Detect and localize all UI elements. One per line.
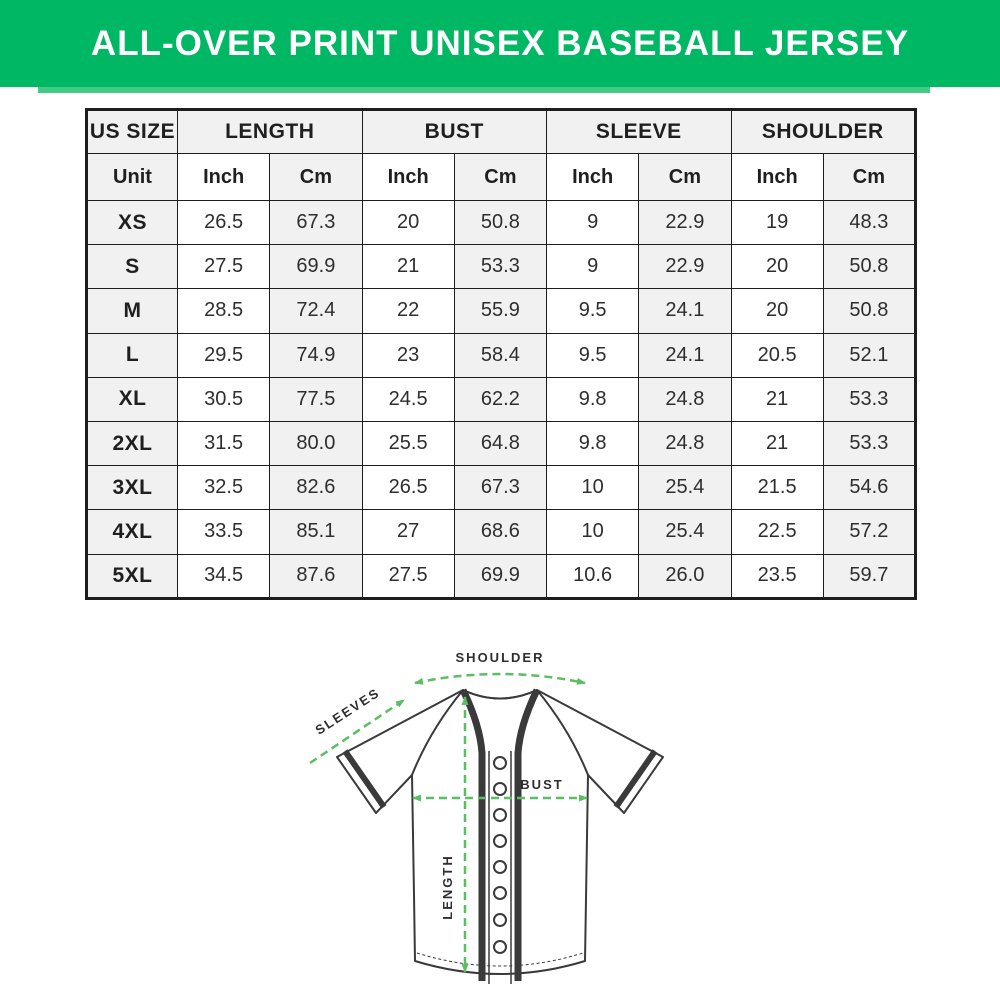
value-cell: 28.5 xyxy=(178,289,270,333)
value-cell: 48.3 xyxy=(823,201,915,245)
size-table-head xyxy=(87,110,916,201)
value-cell: 77.5 xyxy=(270,377,362,421)
value-cell: 9 xyxy=(547,245,639,289)
header-banner xyxy=(0,0,1000,87)
value-cell: 32.5 xyxy=(178,466,270,510)
unit-header: Unit xyxy=(87,154,178,201)
group-header: BUST xyxy=(362,110,547,154)
page-title: ALL-OVER PRINT UNISEX BASEBALL JERSEY xyxy=(90,23,910,63)
value-cell: 26.5 xyxy=(178,201,270,245)
value-cell: 24.1 xyxy=(639,333,731,377)
value-cell: 64.8 xyxy=(454,421,546,465)
value-cell: 69.9 xyxy=(270,245,362,289)
size-cell: L xyxy=(87,333,178,377)
button xyxy=(494,941,506,953)
inch-header: Inch xyxy=(362,154,454,201)
value-cell: 50.8 xyxy=(823,289,915,333)
button xyxy=(494,783,506,795)
value-cell: 20 xyxy=(731,245,823,289)
button xyxy=(494,861,506,873)
value-cell: 9.5 xyxy=(547,333,639,377)
value-cell: 87.6 xyxy=(270,554,362,598)
size-cell: 2XL xyxy=(87,421,178,465)
size-row xyxy=(87,289,916,333)
value-cell: 23 xyxy=(362,333,454,377)
value-cell: 67.3 xyxy=(270,201,362,245)
value-cell: 27.5 xyxy=(362,554,454,598)
value-cell: 26.0 xyxy=(639,554,731,598)
banner-accent-strip xyxy=(38,87,930,93)
size-cell: S xyxy=(87,245,178,289)
value-cell: 50.8 xyxy=(823,245,915,289)
value-cell: 9 xyxy=(547,201,639,245)
value-cell: 31.5 xyxy=(178,421,270,465)
value-cell: 54.6 xyxy=(823,466,915,510)
value-cell: 9.8 xyxy=(547,421,639,465)
value-cell: 20 xyxy=(731,289,823,333)
value-cell: 58.4 xyxy=(454,333,546,377)
value-cell: 10 xyxy=(547,466,639,510)
value-cell: 9.8 xyxy=(547,377,639,421)
value-cell: 24.1 xyxy=(639,289,731,333)
value-cell: 24.8 xyxy=(639,377,731,421)
value-cell: 67.3 xyxy=(454,466,546,510)
inch-header: Inch xyxy=(547,154,639,201)
value-cell: 21 xyxy=(731,377,823,421)
value-cell: 33.5 xyxy=(178,510,270,554)
group-header: LENGTH xyxy=(178,110,363,154)
cm-header: Cm xyxy=(270,154,362,201)
cm-header: Cm xyxy=(639,154,731,201)
value-cell: 24.8 xyxy=(639,421,731,465)
size-cell: M xyxy=(87,289,178,333)
value-cell: 53.3 xyxy=(823,377,915,421)
value-cell: 19 xyxy=(731,201,823,245)
torso-outline xyxy=(412,690,588,974)
value-cell: 9.5 xyxy=(547,289,639,333)
value-cell: 21 xyxy=(362,245,454,289)
value-cell: 55.9 xyxy=(454,289,546,333)
value-cell: 85.1 xyxy=(270,510,362,554)
value-cell: 10.6 xyxy=(547,554,639,598)
value-cell: 34.5 xyxy=(178,554,270,598)
size-cell: 5XL xyxy=(87,554,178,598)
value-cell: 82.6 xyxy=(270,466,362,510)
size-row xyxy=(87,201,916,245)
value-cell: 20 xyxy=(362,201,454,245)
group-header: SLEEVE xyxy=(547,110,732,154)
value-cell: 50.8 xyxy=(454,201,546,245)
value-cell: 21.5 xyxy=(731,466,823,510)
size-row xyxy=(87,377,916,421)
value-cell: 30.5 xyxy=(178,377,270,421)
value-cell: 57.2 xyxy=(823,510,915,554)
value-cell: 21 xyxy=(731,421,823,465)
value-cell: 29.5 xyxy=(178,333,270,377)
value-cell: 26.5 xyxy=(362,466,454,510)
button xyxy=(494,887,506,899)
value-cell: 25.4 xyxy=(639,466,731,510)
size-cell: XL xyxy=(87,377,178,421)
size-table-body xyxy=(87,201,916,599)
button xyxy=(494,835,506,847)
shoulder-label: SHOULDER xyxy=(455,650,545,665)
value-cell: 22 xyxy=(362,289,454,333)
value-cell: 62.2 xyxy=(454,377,546,421)
size-table-wrap xyxy=(85,108,917,600)
length-label: LENGTH xyxy=(440,854,455,920)
inch-header: Inch xyxy=(178,154,270,201)
value-cell: 22.5 xyxy=(731,510,823,554)
size-cell: 4XL xyxy=(87,510,178,554)
bust-label: BUST xyxy=(520,777,564,792)
sleeves-label: SLEEVES xyxy=(312,684,383,738)
group-header: SHOULDER xyxy=(731,110,916,154)
value-cell: 20.5 xyxy=(731,333,823,377)
inch-header: Inch xyxy=(731,154,823,201)
value-cell: 69.9 xyxy=(454,554,546,598)
jersey-torso xyxy=(412,690,588,984)
size-cell: 3XL xyxy=(87,466,178,510)
value-cell: 72.4 xyxy=(270,289,362,333)
jersey-diagram xyxy=(300,645,700,1000)
value-cell: 27.5 xyxy=(178,245,270,289)
cm-header: Cm xyxy=(454,154,546,201)
value-cell: 24.5 xyxy=(362,377,454,421)
shoulder-arrow xyxy=(415,674,585,683)
us-size-header: US SIZE xyxy=(87,110,178,154)
value-cell: 74.9 xyxy=(270,333,362,377)
size-row xyxy=(87,510,916,554)
value-cell: 52.1 xyxy=(823,333,915,377)
size-row xyxy=(87,333,916,377)
value-cell: 22.9 xyxy=(639,245,731,289)
value-cell: 23.5 xyxy=(731,554,823,598)
button xyxy=(494,809,506,821)
value-cell: 25.5 xyxy=(362,421,454,465)
size-row xyxy=(87,466,916,510)
button xyxy=(494,914,506,926)
value-cell: 27 xyxy=(362,510,454,554)
value-cell: 53.3 xyxy=(454,245,546,289)
size-row xyxy=(87,554,916,598)
value-cell: 10 xyxy=(547,510,639,554)
button xyxy=(494,757,506,769)
value-cell: 53.3 xyxy=(823,421,915,465)
size-row xyxy=(87,421,916,465)
value-cell: 59.7 xyxy=(823,554,915,598)
value-cell: 80.0 xyxy=(270,421,362,465)
size-cell: XS xyxy=(87,201,178,245)
value-cell: 22.9 xyxy=(639,201,731,245)
value-cell: 68.6 xyxy=(454,510,546,554)
size-row xyxy=(87,245,916,289)
value-cell: 25.4 xyxy=(639,510,731,554)
cm-header: Cm xyxy=(823,154,915,201)
size-table xyxy=(85,108,917,600)
